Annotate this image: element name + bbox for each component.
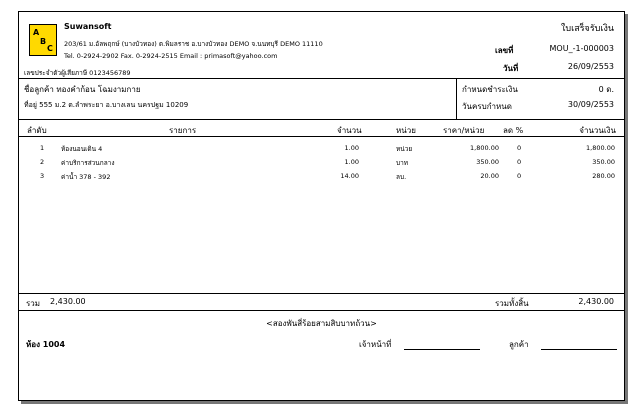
customer-signature-label: ลูกค้า (509, 340, 529, 349)
sum-label: รวม (26, 299, 41, 308)
row-item: ค่าบริการส่วนกลาง (61, 159, 115, 167)
customer-name: ชื่อลูกค้า ทองคำก้อน โฉมงามกาย (24, 85, 141, 94)
row-price: 1,800.00 (470, 144, 499, 152)
document-date: 26/09/2553 (567, 62, 614, 71)
receipt-page (18, 11, 625, 401)
divider-customer (19, 119, 624, 120)
row-price: 20.00 (480, 172, 499, 180)
row-qty: 1.00 (344, 144, 359, 152)
document-date-label: วันที่ (503, 64, 519, 73)
document-title: ใบเสร็จรับเงิน (561, 24, 614, 34)
row-unit: บาท (396, 159, 409, 167)
row-discount: 0 (517, 158, 522, 166)
officer-signature-line (404, 349, 480, 350)
divider-totals (19, 293, 624, 294)
due-date-label: วันครบกำหนด (462, 102, 512, 111)
customer-signature-line (541, 349, 617, 350)
payment-terms-label: กำหนดชำระเงิน (462, 85, 518, 94)
company-address: 203/61 ม.อัลพฤกษ์ (บางบัวทอง) ต.พิมลราช อ.บางบัวทอง DEMO จ.นนทบุรี DEMO 11110 (64, 40, 323, 48)
divider-customer-vertical (456, 78, 457, 119)
header-item: รายการ (169, 126, 197, 135)
header-no: ลำดับ (27, 126, 47, 135)
grand-total-label: รวมทั้งสิ้น (495, 299, 529, 308)
header-discount: ลด % (503, 126, 524, 135)
row-no: 2 (40, 158, 45, 166)
row-qty: 1.00 (344, 158, 359, 166)
room-number: ห้อง 1004 (26, 340, 66, 349)
row-price: 350.00 (476, 158, 499, 166)
company-contact: Tel. 0-2924-2902 Fax. 0-2924-2515 Email : primasoft@yahoo.com (64, 52, 278, 60)
grand-total-value: 2,430.00 (578, 297, 614, 306)
row-amount: 350.00 (592, 158, 615, 166)
header-unit: หน่วย (396, 126, 416, 135)
row-unit: ลบ. (396, 173, 407, 181)
row-item: ห้องนอนเดิน 4 (61, 145, 103, 153)
divider-amount-words (19, 310, 624, 311)
row-amount: 280.00 (592, 172, 615, 180)
divider-table-header (19, 136, 624, 137)
row-no: 3 (40, 172, 45, 180)
sum-value: 2,430.00 (50, 297, 86, 306)
amount-in-words: <สองพันสี่ร้อยสามสิบบาทถ้วน> (266, 319, 377, 328)
row-amount: 1,800.00 (586, 144, 615, 152)
officer-signature-label: เจ้าหน้าที่ (359, 340, 392, 349)
logo-letter-c: C (47, 44, 53, 53)
row-item: ค่าน้ำ 378 - 392 (61, 173, 111, 181)
row-unit: หน่วย (396, 145, 413, 153)
company-logo (29, 24, 57, 56)
company-tax-id: เลขประจำตัวผู้เสียภาษี 0123456789 (24, 69, 131, 77)
header-qty: จำนวน (337, 126, 362, 135)
row-qty: 14.00 (340, 172, 359, 180)
logo-letter-b: B (40, 37, 47, 46)
company-name: Suwansoft (64, 22, 112, 31)
payment-terms-value: 0 ด. (598, 85, 614, 94)
divider-header (19, 78, 624, 79)
logo-letter-a: A (33, 28, 40, 37)
document-number: MOU_-1-000003 (549, 44, 614, 53)
customer-address: ที่อยู่ 555 ม.2 ต.ลำพระยา อ.บางเลน นครปฐม 10209 (24, 101, 189, 109)
due-date-value: 30/09/2553 (567, 100, 614, 109)
document-number-label: เลขที่ (495, 46, 514, 55)
row-discount: 0 (517, 144, 522, 152)
header-amount: จำนวนเงิน (579, 126, 616, 135)
row-discount: 0 (517, 172, 522, 180)
header-price: ราคา/หน่วย (443, 126, 485, 135)
row-no: 1 (40, 144, 45, 152)
